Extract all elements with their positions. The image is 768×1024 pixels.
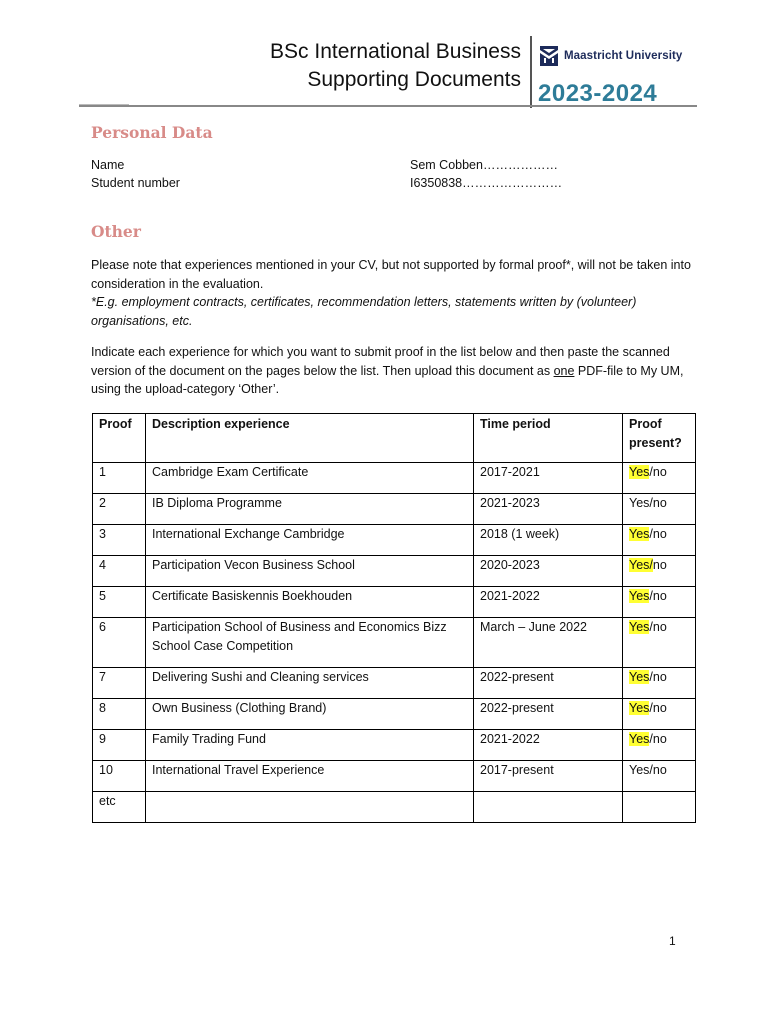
name-label: Name bbox=[91, 158, 125, 172]
cell-time-period bbox=[474, 792, 623, 823]
cell-time-period: March – June 2022 bbox=[474, 618, 623, 668]
cell-proof: 4 bbox=[93, 556, 146, 587]
cell-proof: 7 bbox=[93, 668, 146, 699]
cell-proof: 3 bbox=[93, 525, 146, 556]
proof-yes: Yes bbox=[629, 620, 650, 634]
cell-description: IB Diploma Programme bbox=[146, 494, 474, 525]
cell-proof-present bbox=[623, 556, 696, 587]
header-time-period: Time period bbox=[474, 414, 623, 463]
cell-proof: 10 bbox=[93, 761, 146, 792]
table-row bbox=[93, 494, 696, 525]
cell-description: Own Business (Clothing Brand) bbox=[146, 699, 474, 730]
cell-description: International Travel Experience bbox=[146, 761, 474, 792]
university-logo bbox=[540, 46, 682, 66]
table-row bbox=[93, 699, 696, 730]
proof-no: /no bbox=[649, 670, 667, 684]
cell-proof-present bbox=[623, 792, 696, 823]
upload-instruction-post: PDF-file to My UM, using the upload-category ‘Other’. bbox=[91, 363, 684, 396]
cell-proof-present bbox=[623, 730, 696, 761]
cell-description: Cambridge Exam Certificate bbox=[146, 463, 474, 494]
cell-description: Family Trading Fund bbox=[146, 730, 474, 761]
cell-proof-present bbox=[623, 525, 696, 556]
upload-instruction-emphasis: one bbox=[553, 363, 575, 378]
cell-proof-present bbox=[623, 761, 696, 792]
cell-proof: 1 bbox=[93, 463, 146, 494]
cell-description: Participation School of Business and Economics Bizz School Case Competition bbox=[146, 618, 474, 668]
cell-proof-present bbox=[623, 618, 696, 668]
table-row bbox=[93, 587, 696, 618]
table-row bbox=[93, 761, 696, 792]
cell-proof-present bbox=[623, 699, 696, 730]
proof-no: /no bbox=[649, 589, 667, 603]
cell-proof: 6 bbox=[93, 618, 146, 668]
cell-proof: etc bbox=[93, 792, 146, 823]
cell-proof-present bbox=[623, 587, 696, 618]
cell-description: Participation Vecon Business School bbox=[146, 556, 474, 587]
cell-proof-present bbox=[623, 494, 696, 525]
upload-instruction-pre: Indicate each experience for which you want to submit proof in the list below and then paste the scanned version of the document on the pages below the list. Then upload this document as bbox=[91, 345, 670, 378]
cell-time-period: 2021-2023 bbox=[474, 494, 623, 525]
university-crest-icon bbox=[540, 46, 558, 66]
proof-yes: Yes bbox=[629, 763, 650, 777]
cell-description: Certificate Basiskennis Boekhouden bbox=[146, 587, 474, 618]
header-proof: Proof bbox=[93, 414, 146, 463]
proof-yes: Yes/ bbox=[629, 558, 653, 572]
cell-description: International Exchange Cambridge bbox=[146, 525, 474, 556]
cell-proof: 5 bbox=[93, 587, 146, 618]
proof-yes: Yes bbox=[629, 527, 650, 541]
proof-note-examples: *E.g. employment contracts, certificates, recommendation letters, statements written by (volunteer) organisations, etc. bbox=[91, 295, 637, 328]
proof-no: /no bbox=[649, 763, 667, 777]
cell-time-period: 2017-present bbox=[474, 761, 623, 792]
upload-instruction bbox=[91, 343, 691, 399]
proof-note-text: Please note that experiences mentioned in your CV, but not supported by formal proof*, will not be taken into consideration in the evaluation. bbox=[91, 258, 691, 291]
table-row bbox=[93, 525, 696, 556]
proof-no: /no bbox=[649, 732, 667, 746]
cell-time-period: 2022-present bbox=[474, 668, 623, 699]
proof-note bbox=[91, 256, 691, 330]
proof-yes: Yes bbox=[629, 465, 650, 479]
table-row bbox=[93, 463, 696, 494]
header-proof-present: Proof present? bbox=[623, 414, 696, 463]
cell-proof: 2 bbox=[93, 494, 146, 525]
university-name: Maastricht University bbox=[564, 50, 683, 62]
cell-description bbox=[146, 792, 474, 823]
proof-no: no bbox=[652, 558, 667, 572]
document-title-line-1: BSc International Business bbox=[270, 40, 521, 63]
cell-proof-present bbox=[623, 668, 696, 699]
cell-proof: 8 bbox=[93, 699, 146, 730]
proof-yes: Yes bbox=[629, 589, 650, 603]
document-title-line-2: Supporting Documents bbox=[307, 68, 521, 91]
proof-no: /no bbox=[649, 701, 667, 715]
proof-no: /no bbox=[649, 527, 667, 541]
table-row bbox=[93, 556, 696, 587]
student-number-value: I6350838…………………… bbox=[410, 176, 563, 190]
table-row bbox=[93, 618, 696, 668]
proof-yes: Yes bbox=[629, 701, 650, 715]
cell-time-period: 2022-present bbox=[474, 699, 623, 730]
header-description: Description experience bbox=[146, 414, 474, 463]
proof-yes: Yes bbox=[629, 496, 650, 510]
proof-no: /no bbox=[649, 620, 667, 634]
name-value: Sem Cobben……………… bbox=[410, 158, 558, 172]
cell-time-period: 2021-2022 bbox=[474, 730, 623, 761]
header-divider-vertical bbox=[530, 36, 532, 108]
proof-yes: Yes bbox=[629, 732, 650, 746]
experience-proof-table bbox=[92, 413, 696, 823]
cell-time-period: 2020-2023 bbox=[474, 556, 623, 587]
cell-description: Delivering Sushi and Cleaning services bbox=[146, 668, 474, 699]
cell-proof-present bbox=[623, 463, 696, 494]
table-body bbox=[93, 463, 696, 823]
academic-year: 2023-2024 bbox=[538, 80, 658, 107]
proof-no: /no bbox=[649, 496, 667, 510]
other-heading: Other bbox=[91, 222, 141, 241]
table-header-row bbox=[93, 414, 696, 463]
table-row bbox=[93, 668, 696, 699]
proof-yes: Yes bbox=[629, 670, 650, 684]
table-row bbox=[93, 792, 696, 823]
cell-time-period: 2021-2022 bbox=[474, 587, 623, 618]
student-number-label: Student number bbox=[91, 176, 180, 190]
table-row bbox=[93, 730, 696, 761]
cell-time-period: 2017-2021 bbox=[474, 463, 623, 494]
proof-no: /no bbox=[649, 465, 667, 479]
cell-proof: 9 bbox=[93, 730, 146, 761]
page-number: 1 bbox=[669, 934, 676, 948]
personal-data-heading: Personal Data bbox=[91, 123, 213, 142]
cell-time-period: 2018 (1 week) bbox=[474, 525, 623, 556]
